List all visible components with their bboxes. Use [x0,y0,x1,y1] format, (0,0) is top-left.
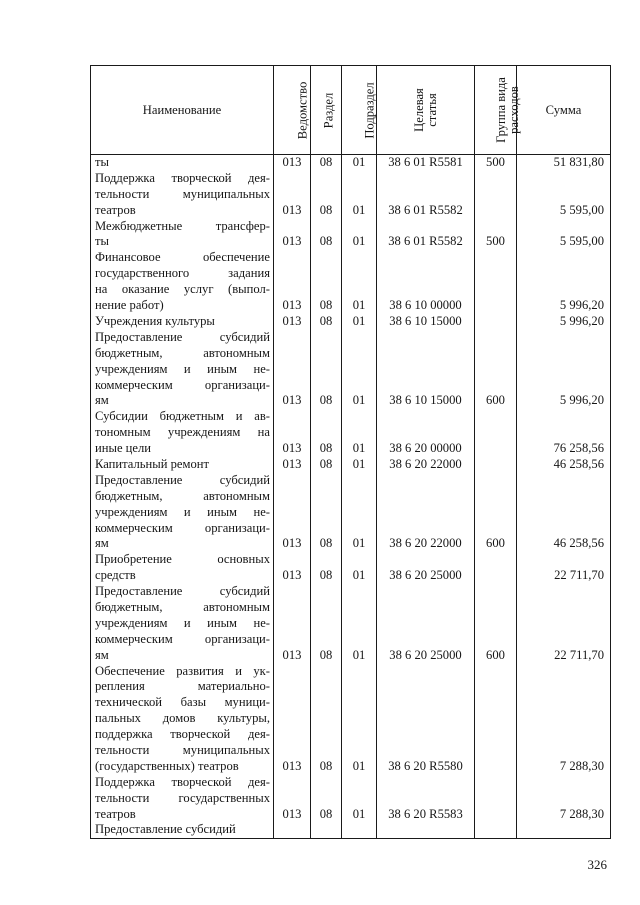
cell-razdel: 08 [311,219,342,251]
cell-name [91,473,274,552]
table-row [91,457,611,473]
name-line: Поддержка творческой дея- [95,170,270,185]
cell-razdel: 08 [311,457,342,473]
table-row [91,155,611,171]
cell-summa: 22 711,70 [517,584,611,663]
cell-gruppa: 600 [475,330,517,409]
header-tselevaya-statya: Целевая статья [377,66,475,155]
cell-name [91,457,274,473]
cell-gruppa: 500 [475,219,517,251]
cell-tselevaya-statya: 38 6 20 R5580 [377,664,475,775]
name-line: Капитальный ремонт [95,456,210,471]
name-line: театров [95,806,136,821]
cell-podrazdel: 01 [342,250,377,314]
name-line: Приобретение основных [95,552,270,567]
cell-vedomstvo: 013 [274,171,311,219]
cell-summa: 7 288,30 [517,775,611,823]
cell-vedomstvo: 013 [274,219,311,251]
name-line: учреждениям и иным не- [95,361,270,376]
cell-razdel: 08 [311,171,342,219]
cell-summa: 5 595,00 [517,171,611,219]
table-row [91,250,611,314]
cell-podrazdel: 01 [342,409,377,457]
cell-gruppa: 500 [475,155,517,171]
name-line: иные цели [95,441,152,456]
cell-summa [517,822,611,838]
cell-summa: 51 831,80 [517,155,611,171]
name-line: ям [95,536,109,551]
name-line: ты [95,234,109,249]
cell-razdel: 08 [311,775,342,823]
cell-name [91,409,274,457]
name-line: Предоставление субсидий [95,329,270,344]
cell-summa: 5 996,20 [517,330,611,409]
name-line: тономным учреждениям на [95,425,270,440]
cell-vedomstvo: 013 [274,250,311,314]
cell-gruppa [475,457,517,473]
cell-vedomstvo: 013 [274,155,311,171]
cell-podrazdel: 01 [342,775,377,823]
header-name: Наименование [91,66,274,155]
cell-razdel: 08 [311,409,342,457]
cell-gruppa [475,552,517,584]
cell-tselevaya-statya: 38 6 20 25000 [377,584,475,663]
cell-tselevaya-statya: 38 6 01 R5582 [377,219,475,251]
cell-vedomstvo [274,822,311,838]
cell-summa: 5 996,20 [517,314,611,330]
name-line: ям [95,647,109,662]
table-row [91,552,611,584]
cell-vedomstvo: 013 [274,314,311,330]
name-line: государственного задания [95,266,270,281]
cell-vedomstvo: 013 [274,775,311,823]
name-line: пальных домов культуры, [95,711,270,726]
cell-razdel: 08 [311,155,342,171]
cell-vedomstvo: 013 [274,584,311,663]
cell-name [91,330,274,409]
name-line: Финансовое обеспечение [95,250,270,265]
cell-podrazdel: 01 [342,473,377,552]
cell-name [91,584,274,663]
cell-summa: 76 258,56 [517,409,611,457]
table-body [91,155,611,839]
table-row [91,473,611,552]
name-line: бюджетным, автономным [95,488,270,503]
cell-vedomstvo: 013 [274,473,311,552]
cell-gruppa [475,171,517,219]
cell-tselevaya-statya: 38 6 10 15000 [377,314,475,330]
cell-podrazdel: 01 [342,314,377,330]
cell-podrazdel: 01 [342,330,377,409]
name-line: Предоставление субсидий [95,822,236,837]
name-line: репления материально- [95,679,270,694]
cell-tselevaya-statya: 38 6 20 00000 [377,409,475,457]
name-line: (государственных) театров [95,758,239,773]
cell-razdel: 08 [311,552,342,584]
cell-vedomstvo: 013 [274,664,311,775]
name-line: технической базы муници- [95,695,270,710]
name-line: учреждениям и иным не- [95,504,270,519]
name-line: тельности муниципальных [95,186,270,201]
cell-summa: 22 711,70 [517,552,611,584]
header-gruppa-vida-rashodov: Группа вида расходов [475,66,517,155]
cell-podrazdel: 01 [342,664,377,775]
cell-vedomstvo: 013 [274,552,311,584]
cell-tselevaya-statya: 38 6 20 R5583 [377,775,475,823]
cell-gruppa [475,314,517,330]
cell-tselevaya-statya: 38 6 10 15000 [377,330,475,409]
cell-gruppa [475,822,517,838]
cell-summa: 46 258,56 [517,473,611,552]
name-line: ты [95,155,109,170]
name-line: Учреждения культуры [95,313,215,328]
header-razdel: Раздел [311,66,342,155]
cell-gruppa [475,664,517,775]
table-row [91,409,611,457]
cell-vedomstvo: 013 [274,330,311,409]
cell-gruppa [475,250,517,314]
cell-podrazdel: 01 [342,155,377,171]
name-line: поддержка творческой дея- [95,727,270,742]
table-row [91,171,611,219]
cell-razdel: 08 [311,664,342,775]
name-line: на оказание услуг (выпол- [95,282,270,297]
name-line: бюджетным, автономным [95,345,270,360]
table-row [91,664,611,775]
cell-gruppa: 600 [475,473,517,552]
cell-razdel: 08 [311,250,342,314]
cell-name [91,314,274,330]
cell-name [91,171,274,219]
cell-name [91,552,274,584]
cell-razdel: 08 [311,330,342,409]
cell-vedomstvo: 013 [274,409,311,457]
name-line: Обеспечение развития и ук- [95,663,270,678]
name-line: тельности государственных [95,790,270,805]
page-number: 326 [587,857,607,872]
header-vedomstvo: Ведомство [274,66,311,155]
cell-summa: 46 258,56 [517,457,611,473]
name-line: коммерческим организаци- [95,377,270,392]
cell-podrazdel: 01 [342,171,377,219]
cell-gruppa [475,409,517,457]
cell-tselevaya-statya: 38 6 20 25000 [377,552,475,584]
name-line: театров [95,202,136,217]
name-line: Межбюджетные трансфер- [95,218,270,233]
table-row [91,314,611,330]
cell-tselevaya-statya [377,822,475,838]
cell-name [91,155,274,171]
cell-name [91,822,274,838]
cell-name [91,219,274,251]
name-line: Предоставление субсидий [95,584,270,599]
cell-tselevaya-statya: 38 6 10 00000 [377,250,475,314]
cell-tselevaya-statya: 38 6 20 22000 [377,473,475,552]
cell-name [91,250,274,314]
cell-podrazdel: 01 [342,457,377,473]
budget-table [90,65,611,839]
name-line: учреждениям и иным не- [95,615,270,630]
cell-razdel [311,822,342,838]
name-line: коммерческим организаци- [95,520,270,535]
name-line: нение работ) [95,298,164,313]
cell-summa: 5 595,00 [517,219,611,251]
cell-tselevaya-statya: 38 6 01 R5582 [377,171,475,219]
name-line: средств [95,568,136,583]
cell-summa: 7 288,30 [517,664,611,775]
cell-podrazdel [342,822,377,838]
name-line: тельности муниципальных [95,743,270,757]
name-line: Поддержка творческой дея- [95,774,270,789]
table-row [91,775,611,823]
name-line: Субсидии бюджетным и ав- [95,409,270,424]
cell-gruppa: 600 [475,584,517,663]
name-line: ям [95,393,109,408]
cell-tselevaya-statya: 38 6 01 R5581 [377,155,475,171]
cell-name [91,664,274,775]
cell-gruppa [475,775,517,823]
header-podrazdel: Подраздел [342,66,377,155]
cell-razdel: 08 [311,473,342,552]
table-header-row [91,66,611,155]
name-line: коммерческим организаци- [95,631,270,646]
cell-razdel: 08 [311,314,342,330]
header-summa: Сумма [517,66,611,155]
name-line: Предоставление субсидий [95,472,270,487]
table-row [91,330,611,409]
cell-podrazdel: 01 [342,584,377,663]
cell-summa: 5 996,20 [517,250,611,314]
table-row [91,584,611,663]
cell-razdel: 08 [311,584,342,663]
cell-podrazdel: 01 [342,219,377,251]
name-line: бюджетным, автономным [95,599,270,614]
cell-vedomstvo: 013 [274,457,311,473]
table-row [91,219,611,251]
table-row [91,822,611,838]
cell-tselevaya-statya: 38 6 20 22000 [377,457,475,473]
cell-name [91,775,274,823]
cell-podrazdel: 01 [342,552,377,584]
